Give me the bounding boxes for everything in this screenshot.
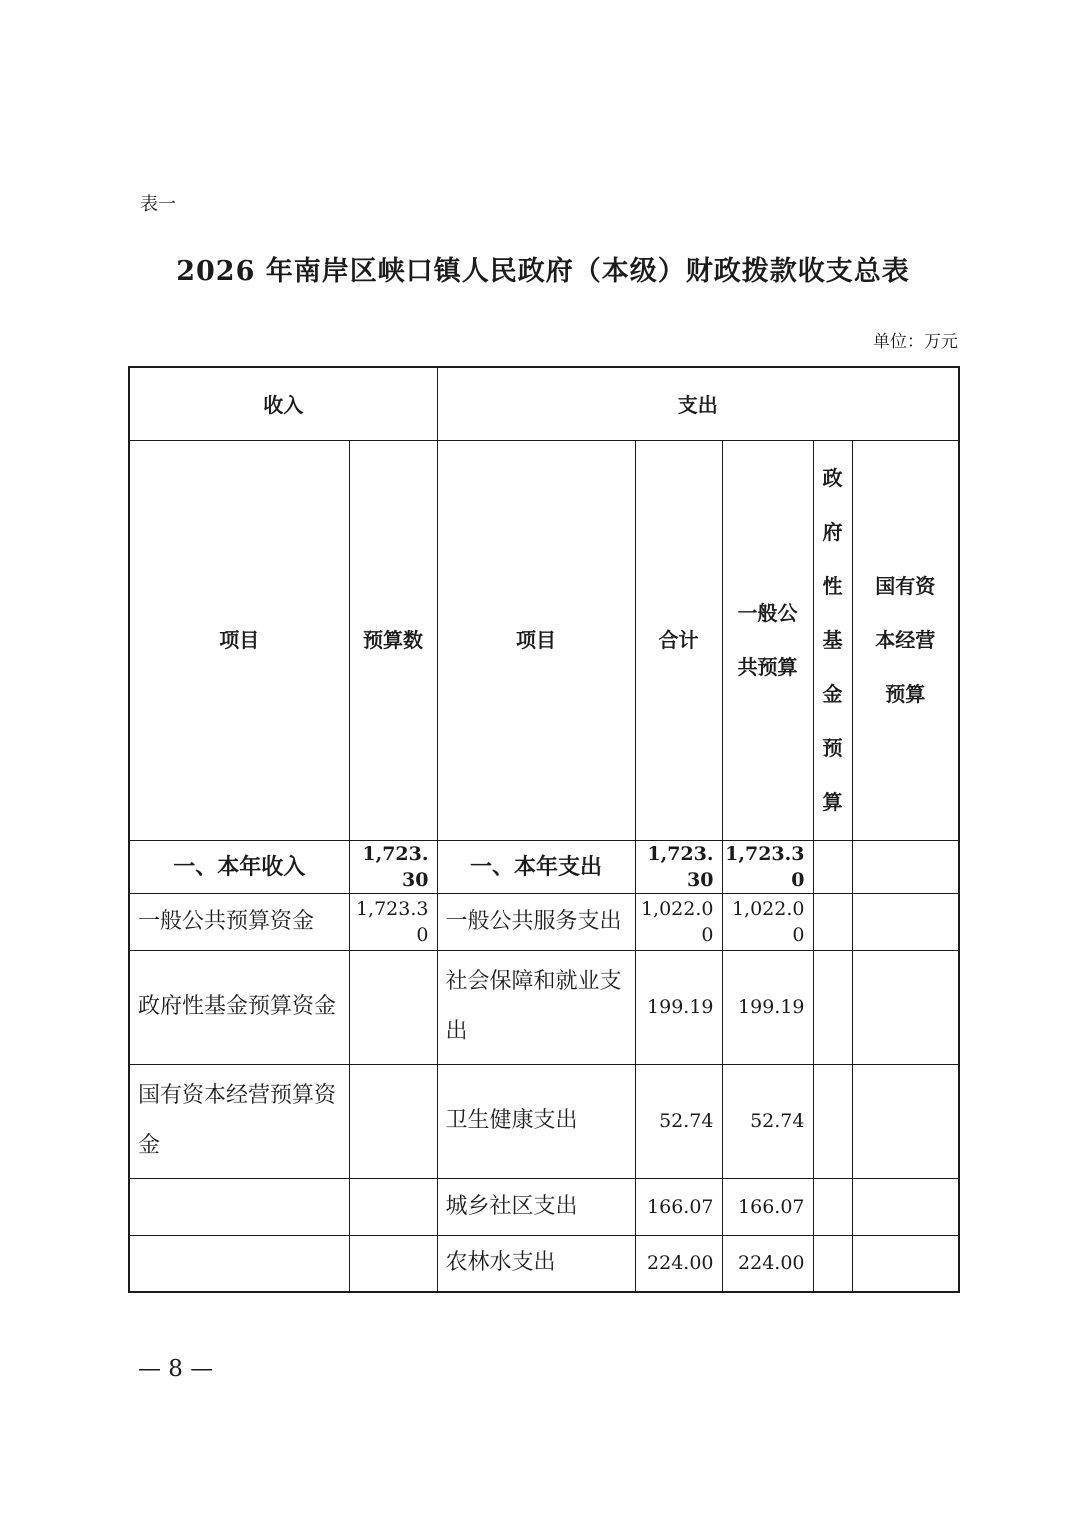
general-public-budget-cell: 224.00 [722, 1235, 813, 1292]
table-row [129, 950, 959, 1064]
expenditure-total-cell: 224.00 [635, 1235, 722, 1292]
page-title: 2026 年南岸区峡口镇人民政府（本级）财政拨款收支总表 [176, 256, 910, 287]
government-fund-budget-cell [813, 840, 852, 893]
table-row [129, 1235, 959, 1292]
general-public-budget-cell: 1,723.30 [722, 840, 813, 893]
income-item-cell: 政府性基金预算资金 [129, 950, 349, 1064]
expenditure-item-cell: 一、本年支出 [437, 840, 635, 893]
column-header-row [129, 440, 959, 840]
income-item-cell: 一般公共预算资金 [129, 893, 349, 950]
government-fund-budget-cell [813, 950, 852, 1064]
general-public-budget-header: 一般公共预算 [722, 440, 813, 840]
government-fund-budget-cell [813, 1178, 852, 1235]
state-capital-budget-cell [852, 950, 959, 1064]
expenditure-total-cell: 166.07 [635, 1178, 722, 1235]
income-section-header: 收入 [129, 367, 437, 440]
expenditure-total-header: 合计 [635, 440, 722, 840]
expenditure-item-cell: 社会保障和就业支出 [437, 950, 635, 1064]
income-item-header: 项目 [129, 440, 349, 840]
expenditure-total-cell: 52.74 [635, 1064, 722, 1178]
income-item-cell: 一、本年收入 [129, 840, 349, 893]
table-row [129, 893, 959, 950]
table-row [129, 840, 959, 893]
income-budget-cell [349, 1064, 437, 1178]
income-item-cell: 国有资本经营预算资金 [129, 1064, 349, 1178]
government-fund-budget-cell [813, 1064, 852, 1178]
state-capital-budget-cell [852, 1235, 959, 1292]
state-capital-budget-cell [852, 1178, 959, 1235]
government-fund-budget-cell [813, 1235, 852, 1292]
income-budget-cell [349, 1235, 437, 1292]
expenditure-item-cell: 卫生健康支出 [437, 1064, 635, 1178]
expenditure-item-cell: 城乡社区支出 [437, 1178, 635, 1235]
expenditure-item-cell: 一般公共服务支出 [437, 893, 635, 950]
budget-table [128, 366, 960, 1293]
general-public-budget-cell: 166.07 [722, 1178, 813, 1235]
income-budget-cell [349, 950, 437, 1064]
expenditure-total-cell: 199.19 [635, 950, 722, 1064]
expenditure-item-cell: 农林水支出 [437, 1235, 635, 1292]
state-capital-budget-cell [852, 1064, 959, 1178]
unit-note: 单位：万元 [873, 332, 958, 352]
page-number: — 8 — [138, 1356, 214, 1382]
general-public-budget-cell: 52.74 [722, 1064, 813, 1178]
expenditure-total-cell: 1,022.00 [635, 893, 722, 950]
state-capital-budget-header: 国有资本经营预算 [852, 440, 959, 840]
income-budget-header: 预算数 [349, 440, 437, 840]
income-budget-cell: 1,723.30 [349, 840, 437, 893]
income-item-cell [129, 1178, 349, 1235]
table-row [129, 1064, 959, 1178]
general-public-budget-cell: 199.19 [722, 950, 813, 1064]
table-row [129, 1178, 959, 1235]
state-capital-budget-cell [852, 840, 959, 893]
general-public-budget-cell: 1,022.00 [722, 893, 813, 950]
state-capital-budget-cell [852, 893, 959, 950]
expenditure-total-cell: 1,723.30 [635, 840, 722, 893]
income-budget-cell: 1,723.30 [349, 893, 437, 950]
expenditure-item-header: 项目 [437, 440, 635, 840]
government-fund-budget-header: 政府性基金预算 [813, 440, 852, 840]
income-item-cell [129, 1235, 349, 1292]
expenditure-section-header: 支出 [437, 367, 959, 440]
income-budget-cell [349, 1178, 437, 1235]
section-header-row [129, 367, 959, 440]
table-label: 表一 [140, 194, 176, 215]
government-fund-budget-cell [813, 893, 852, 950]
